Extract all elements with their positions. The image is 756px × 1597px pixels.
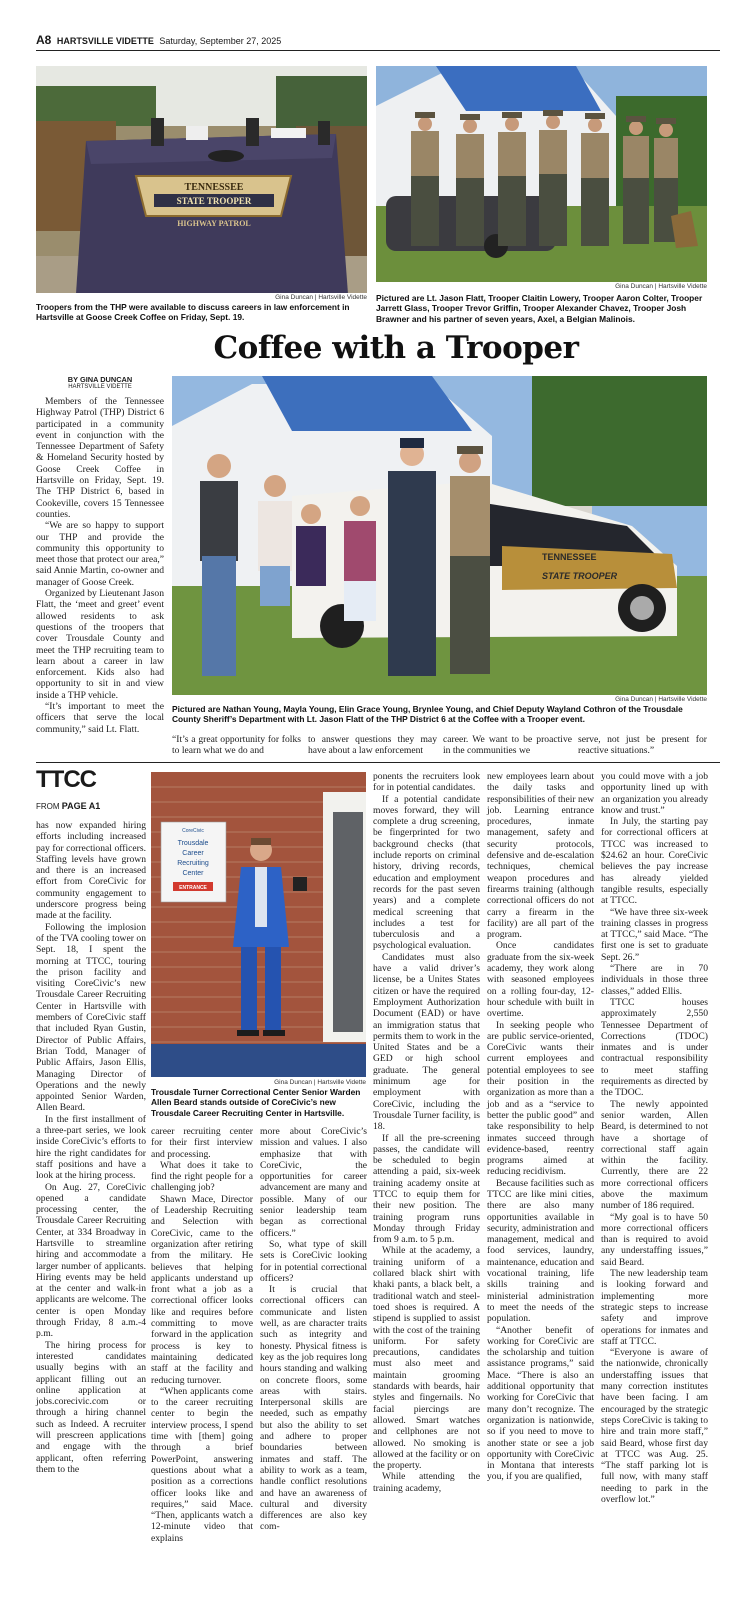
- page-header: [36, 33, 720, 51]
- photo-family-with-troopers: [172, 376, 707, 695]
- svg-text:STATE TROOPER: STATE TROOPER: [176, 196, 252, 206]
- section-label: TTCC: [36, 766, 96, 793]
- photo-warden-recruiting-center: [151, 772, 366, 1077]
- story-continuation-1: “It’s a great opportunity for folks to learn what we do and: [172, 734, 301, 757]
- paper-name: HARTSVILLE VIDETTE: [56, 36, 154, 46]
- svg-text:STATE TROOPER: STATE TROOPER: [542, 571, 618, 581]
- section-divider: [36, 762, 720, 763]
- photo-caption: Troopers from the THP were available to discuss careers in law enforcement in Hartsville at Goose Creek Coffee on Friday, Sept. 19.: [36, 302, 350, 323]
- page-number: A8: [36, 33, 52, 47]
- paragraph: Organized by Lieutenant Jason Flatt, the ‘meet and greet’ event allowed residents to ask questions of the troopers that cover Trousdale County and meet the THP recruiting team to learn about a career in law enforcement. Kids also had opportunity to sit in and view inside a THP vehicle.: [36, 588, 164, 701]
- svg-text:ENTRANCE: ENTRANCE: [179, 885, 207, 891]
- paragraph: Members of the Tennessee Highway Patrol (THP) District 6 participated in a community event in conjunction with the Tennessee Department of Safety & Homeland Security hosted by Goose Creek Coffee in Hartsville on Friday, Sept. 19. The THP District 6, based in Cookeville, covers 15 Tennessee counties.: [36, 396, 164, 520]
- issue-date: Saturday, September 27, 2025: [159, 36, 282, 46]
- paragraph: “We are so happy to support our THP and provide the community this opportunity to meet those that protect our area,” said Annie Martin, co-owner and manager of Goose Creek.: [36, 520, 164, 588]
- ttcc-column-3: more about CoreCivic’s mission and values. I also emphasize that with CoreCivic, the opportunities for career advancement are many and possible. Many of our senior leadership team began as correctional officers.” So, what type of skill sets is CoreCivic looking for in potential correctional officers? It is crucial that correctional officers can communicate and listen well, as are character traits such as integrity and honesty. Physical fitness is key as the job requires long hours standing and walking on concrete floors, some areas with stairs. Interpersonal skills are needed, such as empathy but also the ability to set and adhere to proper boundaries between inmates and staff. The ability to work as a team, handle conflict resolutions and have an awareness of cultural and diversity differences are also key com-: [260, 1126, 367, 1533]
- story-continuation-2: to answer questions they may have about a law enforcement: [308, 734, 437, 757]
- svg-text:TENNESSEE: TENNESSEE: [542, 552, 597, 562]
- ttcc-column-6: you could move with a job opportunity lined up with an organization you already know and trust.” In July, the starting pay for correctional officers at TTCC was increased to $24.62 an hour. CoreCivic believes the pay increase has already yielded tangible results, especially at TTCC. “We have three six-week training classes in progress at TTCC,” said Mace. “The first one is set to graduate Sept. 26.” “There are in 70 individuals in those three classes,” added Ellis. TTCC houses approximately 2,550 Tennessee Department of Corrections (TDOC) inmates and is under contractual responsibility to meet staffing requirements as directed by the TDOC. The newly appointed senior warden, Allen Beard, is determined to not have a shortage of correctional staff again within the facility. Currently, there are 22 more correctional officers above the maximum number of 186 required. “My goal is to have 50 more correctional officers than is required to avoid any understaffing issues,” said Beard. The new leadership team is looking forward and implementing more strategic steps to increase safety and improve operations for inmates and staff at TTCC. “Everyone is aware of the nationwide, chronically understaffing issues that many correction institutes have been facing. I am encouraged by the strategic steps CoreCivic is taking to hire and train more staff,” said Beard, whose first day at TTCC was Aug. 25. “The staff parking lot is full now, with many staff needing to park in the overflow lot.”: [601, 771, 708, 1505]
- photo-credit: Gina Duncan | Hartsville Vidette: [275, 294, 367, 301]
- story-headline: Coffee with a Trooper: [213, 330, 579, 366]
- svg-text:Trousdale: Trousdale: [177, 840, 209, 847]
- story-column: [36, 396, 164, 735]
- story-continuation-4: serve, not just be present for reactive situations.”: [578, 734, 707, 757]
- byline-outlet: HARTSVILLE VIDETTE: [68, 384, 132, 390]
- photo-credit: Gina Duncan | Hartsville Vidette: [615, 696, 707, 703]
- svg-text:TENNESSEE: TENNESSEE: [184, 182, 244, 193]
- svg-text:CoreCivic: CoreCivic: [182, 828, 204, 834]
- photo-caption: Trousdale Turner Correctional Center Senior Warden Allen Beard stands outside of CoreCivic’s new Trousdale Career Recruiting Center in Hartsville.: [151, 1087, 361, 1118]
- photo-troopers-group: [376, 66, 707, 282]
- svg-text:Center: Center: [182, 870, 204, 877]
- story-byline: [36, 375, 164, 390]
- ttcc-column-1: has now expanded hiring efforts including increased pay for correctional officers. Staffing levels have grown and there is an increased effort from CoreCivic for community engagement to underscore progress being made at the facility. Following the implosion of the TVA cooling tower on Sept. 18, I spent the morning at TTCC, touring the prison facility and visiting CoreCivic’s new Trousdale Career Recruiting Center in Hartsville with members of CoreCivic staff that included Ryan Gustin, Director of Public Affairs, Brian Todd, Manager of Public Affairs, Jason Ellis, Managing Director of Operations and the newly appointed Senior Warden, Allen Beard. In the first installment of a three-part series, we look inside CoreCivic’s efforts to hire the right candidates for staff positions and have a look at the hiring process. On Aug. 27, CoreCivic opened a candidate processing center, the Trousdale Career Recruiting Center, at 334 Broadway in Hartsville to streamline hiring and accommodate a larger number of applicants. Hiring events may be held at the center and walk-in applicants are welcome. The center is open Monday through Friday, 8 a.m.-4 p.m. The hiring process for interested candidates usually begins with an applicant filling out an online application at jobs.corecivic.com or through a hiring channel such as Indeed. A recruiter will prescreen applications and engage with the applicant, often referring them to the: [36, 820, 146, 1475]
- photo-caption: Pictured are Lt. Jason Flatt, Trooper Claitin Lowery, Trooper Aaron Colter, Trooper Jarrett Glass, Trooper Trevor Griffin, Trooper Alexander Chavez, Trooper Josh Brawner and his partner of seven years, Axel, a Belgian Malinois.: [376, 293, 703, 324]
- photo-credit: Gina Duncan | Hartsville Vidette: [274, 1079, 366, 1086]
- photo-caption: Pictured are Nathan Young, Mayla Young, Elin Grace Young, Brynlee Young, and Chief Deputy Wayland Cothron of the Trousdale County Sheriff’s Department with Lt. Jason Flatt of the THP District 6 at the Coffee with a Trooper event.: [172, 704, 683, 725]
- photo-thp-table: [36, 66, 367, 293]
- ttcc-column-2: career recruiting center for their first interview and processing. What does it take to find the right people for a challenging job? Shawn Mace, Director of Leadership Recruiting and Selection with CoreCivic, came to the organization after retiring from the military. He believes that helping applicants understand up front what a job as a correctional officer looks like and requires before committing to move forward in the application process is key to maintaining dedicated staff at the facility and reducing turnover. “When applicants come to the career recruiting center to begin the interview process, I spend time with [them] going through a brief PowerPoint, answering questions about what a position as a corrections officer looks like and requires,” said Mace. “Then, applicants watch a 12-minute video that explains: [151, 1126, 253, 1544]
- svg-text:Recruiting: Recruiting: [177, 860, 209, 867]
- ttcc-column-4: ponents the recruiters look for in potential candidates. If a potential candidate moves forward, they will complete a drug screening, be fingerprinted for two background checks (that include reports on criminal history, driving records, education and employment records for the past seven years) and a complete medical screening that includes a test for tuberculosis and a psychological evaluation. Candidates must also have a valid driver’s license, be a Unites States citizen or have the required Employment Authorization Document (EAD) or have an immigration status that permits them to work in the United States and be a GED or high school graduate. The general minimum age for employment with CoreCivic, including the Trousdale Turner facility, is 18. If all the pre-screening passes, the candidate will be scheduled to begin attending a paid, six-week training academy onsite at TTCC to equip them for their new position. The training program runs Monday through Friday from 9 a.m. to 5 p.m. While at the academy, a training uniform of a collared black shirt with khaki pants, a black belt, a traditional watch and steel-toed shoes is required. A stipend is supplied to assist with the cost of the training uniform. For safety precautions, candidates must also meet and maintain grooming standards with beards, hair styles and fingernails. No facial piercings are allowed. Smart watches and cellphones are not allowed. No smoking is allowed at the facility or on the property. While attending the training academy,: [373, 771, 480, 1494]
- recruiting-center-sign: [161, 822, 226, 902]
- photo-credit: Gina Duncan | Hartsville Vidette: [615, 283, 707, 290]
- story-continuation-3: career. We want to be proactive in the communities we: [443, 734, 572, 757]
- svg-text:Career: Career: [182, 850, 204, 857]
- svg-text:HIGHWAY PATROL: HIGHWAY PATROL: [177, 219, 251, 228]
- jump-line: FROM PAGE A1: [36, 801, 101, 811]
- paragraph: “It’s important to meet the officers that serve the local community,” said Lt. Flatt.: [36, 701, 164, 735]
- ttcc-column-5: new employees learn about the daily tasks and responsibilities of their new job. Learning entrance procedures, inmate management, safety and security protocols, defensive and de-escalation techniques, chemical weapon procedures and firearms training (although correctional officers do not carry a firearm in the facility) are all part of the program. Once candidates graduate from the six-week academy, they work along with seasoned employees on a rolling four-day, 12-hour schedule with built in overtime. In seeking people who are public service-oriented, CoreCivic wants their current employees and potential employees to see their position in the organization as more than a job and as a “service to better the public good” and take responsibility to help inmates succeed through evidence-based, reentry programs aimed at reducing recidivism. Because facilities such as TTCC are like mini cities, there are also many opportunities available in security, administration and management, medical and food services, laundry, maintenance, education and vocational training, life skills training and ministerial administration to meet the needs of the population. “Another benefit of working for CoreCivic are the scholarship and tuition assistance programs,” said Mace. “There is also an additional opportunity that working for CoreCivic that many don’t recognize. The organization is nationwide, so if you need to move to another state or see a job opportunity with CoreCivic in Montana that interests you, if you are qualified,: [487, 771, 594, 1483]
- byline-author: BY GINA DUNCAN: [67, 375, 133, 384]
